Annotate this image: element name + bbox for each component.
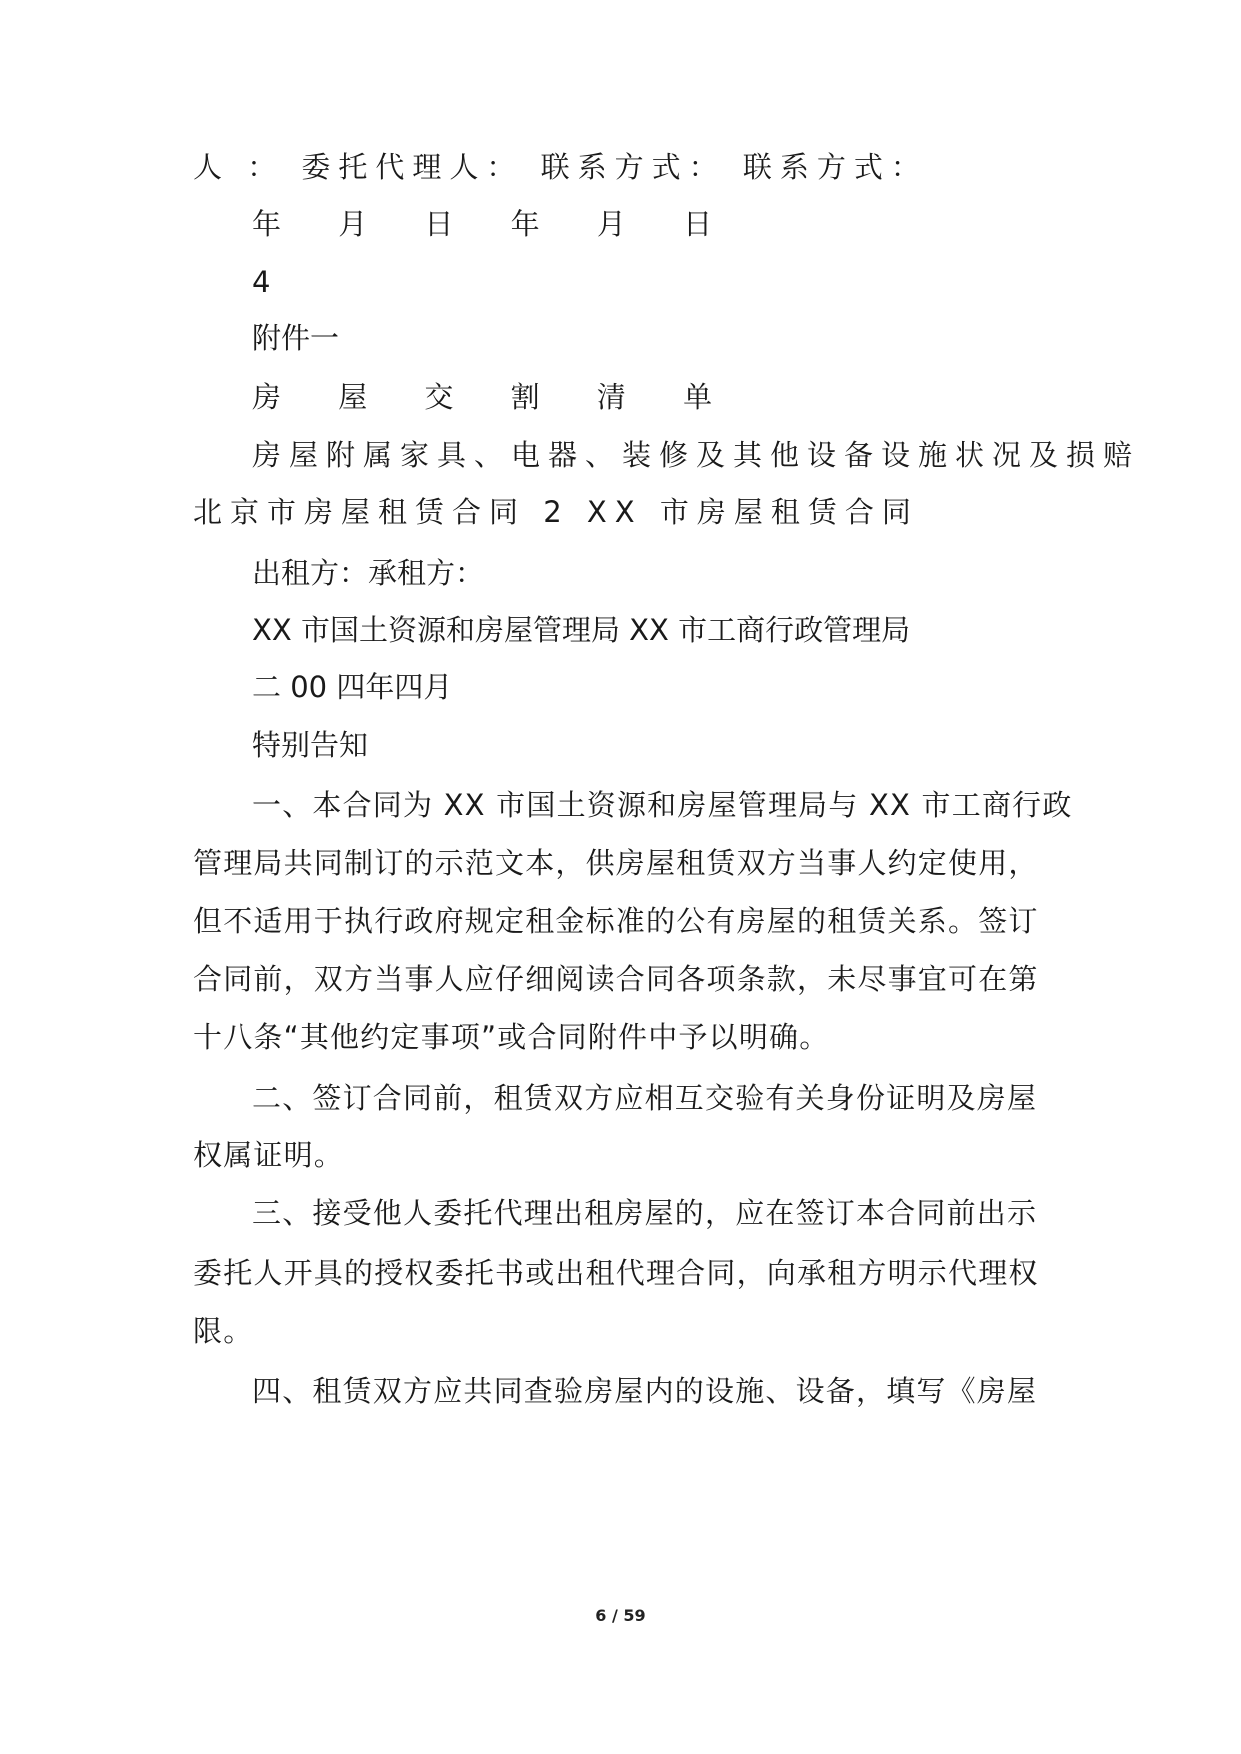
facilities-status-text: 房屋附属家具、电器、装修及其他设备设施状况及损赔 (252, 438, 1141, 472)
parties-line: 出租方：承租方： (252, 556, 485, 590)
issuing-authorities-line: XX 市国土资源和房屋管理局 XX 市工商行政管理局 (252, 613, 911, 647)
issue-date-line: 二 00 四年四月 (252, 670, 453, 704)
date-row-text: 年 月 日 年 月 日 (252, 207, 737, 241)
page-marker-text: 4 (252, 265, 271, 299)
notice-1-line-2: 管理局共同制订的示范文本，供房屋租赁双方当事人约定使用， (193, 846, 1039, 880)
special-notice-heading: 特别告知 (252, 728, 369, 762)
notice-1-line-1: 一、本合同为 XX 市国土资源和房屋管理局与 XX 市工商行政 (252, 788, 1073, 822)
notice-4-line-1: 四、租赁双方应共同查验房屋内的设施、设备，填写《房屋 (252, 1374, 1038, 1408)
notice-1-line-3: 但不适用于执行政府规定租金标准的公有房屋的租赁关系。签订 (193, 904, 1039, 938)
contract-title-line: 北京市房屋租赁合同 2 XX 市房屋租赁合同 (193, 495, 919, 529)
handover-list-title: 房 屋 交 割 清 单 (252, 380, 737, 414)
notice-3-line-1: 三、接受他人委托代理出租房屋的，应在签订本合同前出示 (252, 1196, 1038, 1230)
signature-row-text: 人 ： 委托代理人： 联系方式： 联系方式： (193, 150, 928, 184)
notice-2-line-1: 二、签订合同前，租赁双方应相互交验有关身份证明及房屋 (252, 1081, 1038, 1115)
page-number: 6 / 59 (595, 1606, 646, 1625)
notice-3-line-3: 限。 (193, 1314, 254, 1348)
attachment-heading: 附件一 (252, 321, 340, 355)
notice-1-line-5: 十八条“其他约定事项”或合同附件中予以明确。 (193, 1020, 830, 1054)
notice-1-line-4: 合同前，双方当事人应仔细阅读合同各项条款，未尽事宜可在第 (193, 962, 1039, 996)
notice-2-line-2: 权属证明。 (193, 1138, 345, 1172)
notice-3-line-2: 委托人开具的授权委托书或出租代理合同，向承租方明示代理权 (193, 1256, 1039, 1290)
